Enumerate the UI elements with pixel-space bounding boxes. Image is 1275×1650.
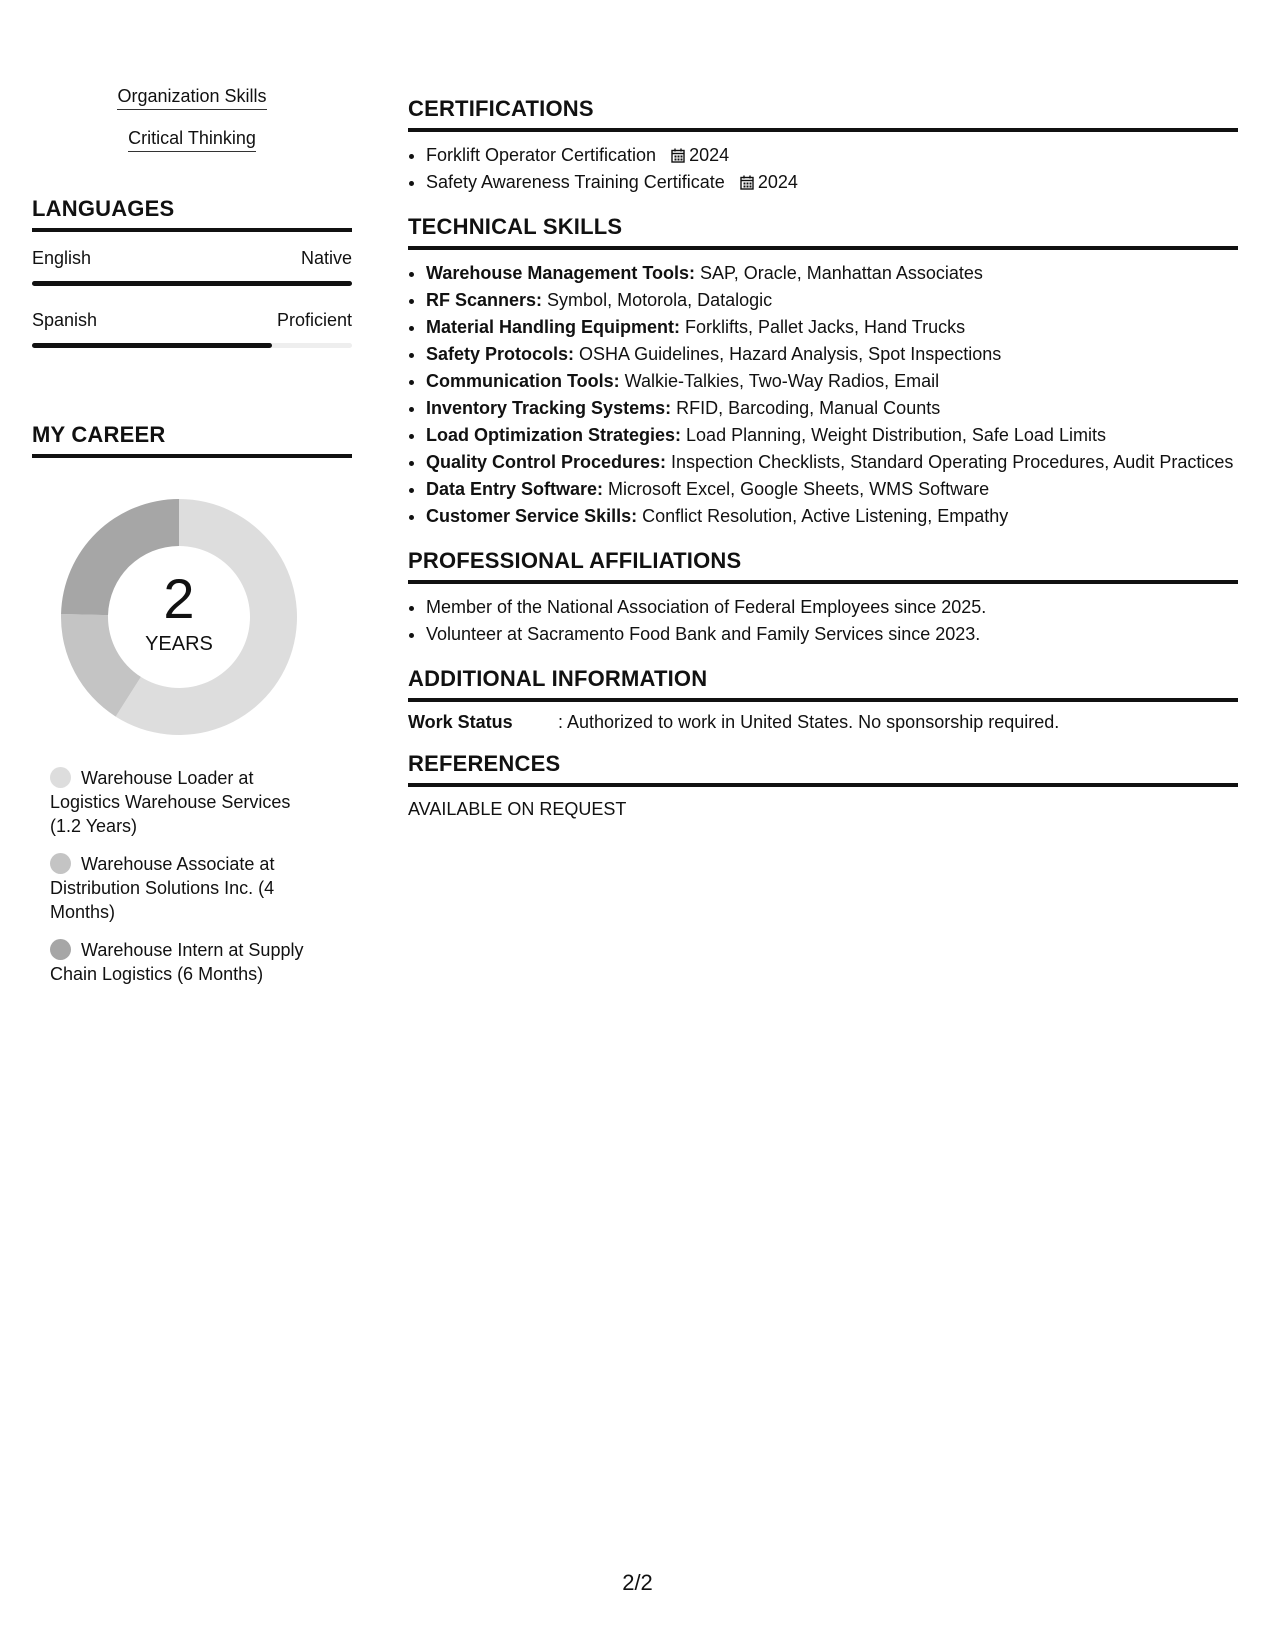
work-status-label: Work Status xyxy=(408,712,513,732)
technical-skill-item xyxy=(426,449,1238,476)
skill-tag: Organization Skills xyxy=(117,86,266,110)
additional-info-section xyxy=(408,666,1238,733)
skill-values: OSHA Guidelines, Hazard Analysis, Spot Inspections xyxy=(574,344,1002,364)
work-status-value: : Authorized to work in United States. No sponsorship required. xyxy=(558,712,1060,732)
language-proficiency-fill xyxy=(32,343,272,348)
technical-skill-item xyxy=(426,476,1238,503)
career-total-years: 2 xyxy=(163,566,195,630)
career-role: Warehouse Intern at Supply Chain Logistics (6 Months) xyxy=(50,940,304,984)
affiliations-list xyxy=(408,594,1238,648)
technical-skills-heading: TECHNICAL SKILLS xyxy=(408,214,1238,250)
skill-values: Walkie-Talkies, Two-Way Radios, Email xyxy=(619,371,940,391)
certification-item xyxy=(426,169,1238,196)
work-status-row xyxy=(408,712,1238,733)
skill-category: Customer Service Skills: xyxy=(426,506,638,526)
language-proficiency-fill xyxy=(32,281,352,286)
technical-skill-item xyxy=(426,341,1238,368)
left-column xyxy=(32,86,352,1000)
technical-skill-item xyxy=(426,287,1238,314)
additional-info-heading: ADDITIONAL INFORMATION xyxy=(408,666,1238,702)
certification-name: Forklift Operator Certification xyxy=(426,145,657,165)
calendar-icon xyxy=(671,148,685,163)
legend-dot xyxy=(50,939,71,960)
language-item xyxy=(32,248,352,286)
skill-values: Inspection Checklists, Standard Operating Procedures, Audit Practices xyxy=(666,452,1234,472)
skill-category: Inventory Tracking Systems: xyxy=(426,398,672,418)
right-column xyxy=(408,96,1238,838)
career-role: Warehouse Associate at Distribution Solutions Inc. (4 Months) xyxy=(50,854,275,922)
career-total-unit: YEARS xyxy=(145,632,213,655)
languages-section xyxy=(32,196,352,348)
language-proficiency-bar xyxy=(32,343,352,348)
career-donut xyxy=(54,492,304,742)
language-name: English xyxy=(32,248,92,268)
technical-skill-item xyxy=(426,503,1238,530)
certifications-heading: CERTIFICATIONS xyxy=(408,96,1238,132)
certification-year: 2024 xyxy=(689,145,730,165)
skill-values: Symbol, Motorola, Datalogic xyxy=(542,290,773,310)
page-number: 2/2 xyxy=(622,1570,653,1595)
language-name: Spanish xyxy=(32,310,98,330)
references-text: AVAILABLE ON REQUEST xyxy=(408,799,627,819)
language-level: Native xyxy=(300,248,352,268)
skill-category: Load Optimization Strategies: xyxy=(426,425,682,445)
career-legend-item xyxy=(50,938,320,986)
technical-skill-item xyxy=(426,314,1238,341)
technical-skills-list xyxy=(408,260,1238,530)
skill-category: Quality Control Procedures: xyxy=(426,452,667,472)
career-legend xyxy=(50,766,320,986)
legend-dot xyxy=(50,767,71,788)
affiliations-heading: PROFESSIONAL AFFILIATIONS xyxy=(408,548,1238,584)
skill-values: SAP, Oracle, Manhattan Associates xyxy=(695,263,983,283)
skill-values: Load Planning, Weight Distribution, Safe Load Limits xyxy=(681,425,1106,445)
skill-category: Data Entry Software: xyxy=(426,479,604,499)
language-level: Proficient xyxy=(276,310,352,330)
certification-item xyxy=(426,142,1238,169)
career-legend-item xyxy=(50,766,320,838)
soft-skills xyxy=(32,86,352,170)
skill-values: Forklifts, Pallet Jacks, Hand Trucks xyxy=(680,317,966,337)
skill-values: Conflict Resolution, Active Listening, Empathy xyxy=(637,506,1009,526)
skill-category: Safety Protocols: xyxy=(426,344,575,364)
certification-name: Safety Awareness Training Certificate xyxy=(426,172,725,192)
skill-category: Communication Tools: xyxy=(426,371,620,391)
technical-skill-item xyxy=(426,368,1238,395)
skill-category: Warehouse Management Tools: xyxy=(426,263,696,283)
language-proficiency-bar xyxy=(32,281,352,286)
career-section xyxy=(32,422,352,986)
skill-values: RFID, Barcoding, Manual Counts xyxy=(671,398,941,418)
calendar-icon xyxy=(740,175,754,190)
skill-values: Microsoft Excel, Google Sheets, WMS Software xyxy=(603,479,990,499)
career-heading: MY CAREER xyxy=(32,422,352,458)
technical-skill-item xyxy=(426,260,1238,287)
references-heading: REFERENCES xyxy=(408,751,1238,787)
legend-dot xyxy=(50,853,71,874)
affiliations-section xyxy=(408,548,1238,648)
affiliation-item: • Volunteer at Sacramento Food Bank and Family Services since 2023. xyxy=(426,621,1238,648)
technical-skill-item xyxy=(426,395,1238,422)
certifications-list xyxy=(408,142,1238,196)
skill-category: RF Scanners: xyxy=(426,290,543,310)
technical-skill-item xyxy=(426,422,1238,449)
languages-heading: LANGUAGES xyxy=(32,196,352,232)
language-item xyxy=(32,310,352,348)
certification-year: 2024 xyxy=(757,172,798,192)
career-legend-item xyxy=(50,852,320,924)
skill-category: Material Handling Equipment: xyxy=(426,317,681,337)
technical-skills-section xyxy=(408,214,1238,530)
references-section xyxy=(408,751,1238,820)
certifications-section xyxy=(408,96,1238,196)
skill-tag: Critical Thinking xyxy=(128,128,256,152)
career-role: Warehouse Loader at Logistics Warehouse Services (1.2 Years) xyxy=(50,768,291,836)
affiliation-item: • Member of the National Association of Federal Employees since 2025. xyxy=(426,594,1238,621)
